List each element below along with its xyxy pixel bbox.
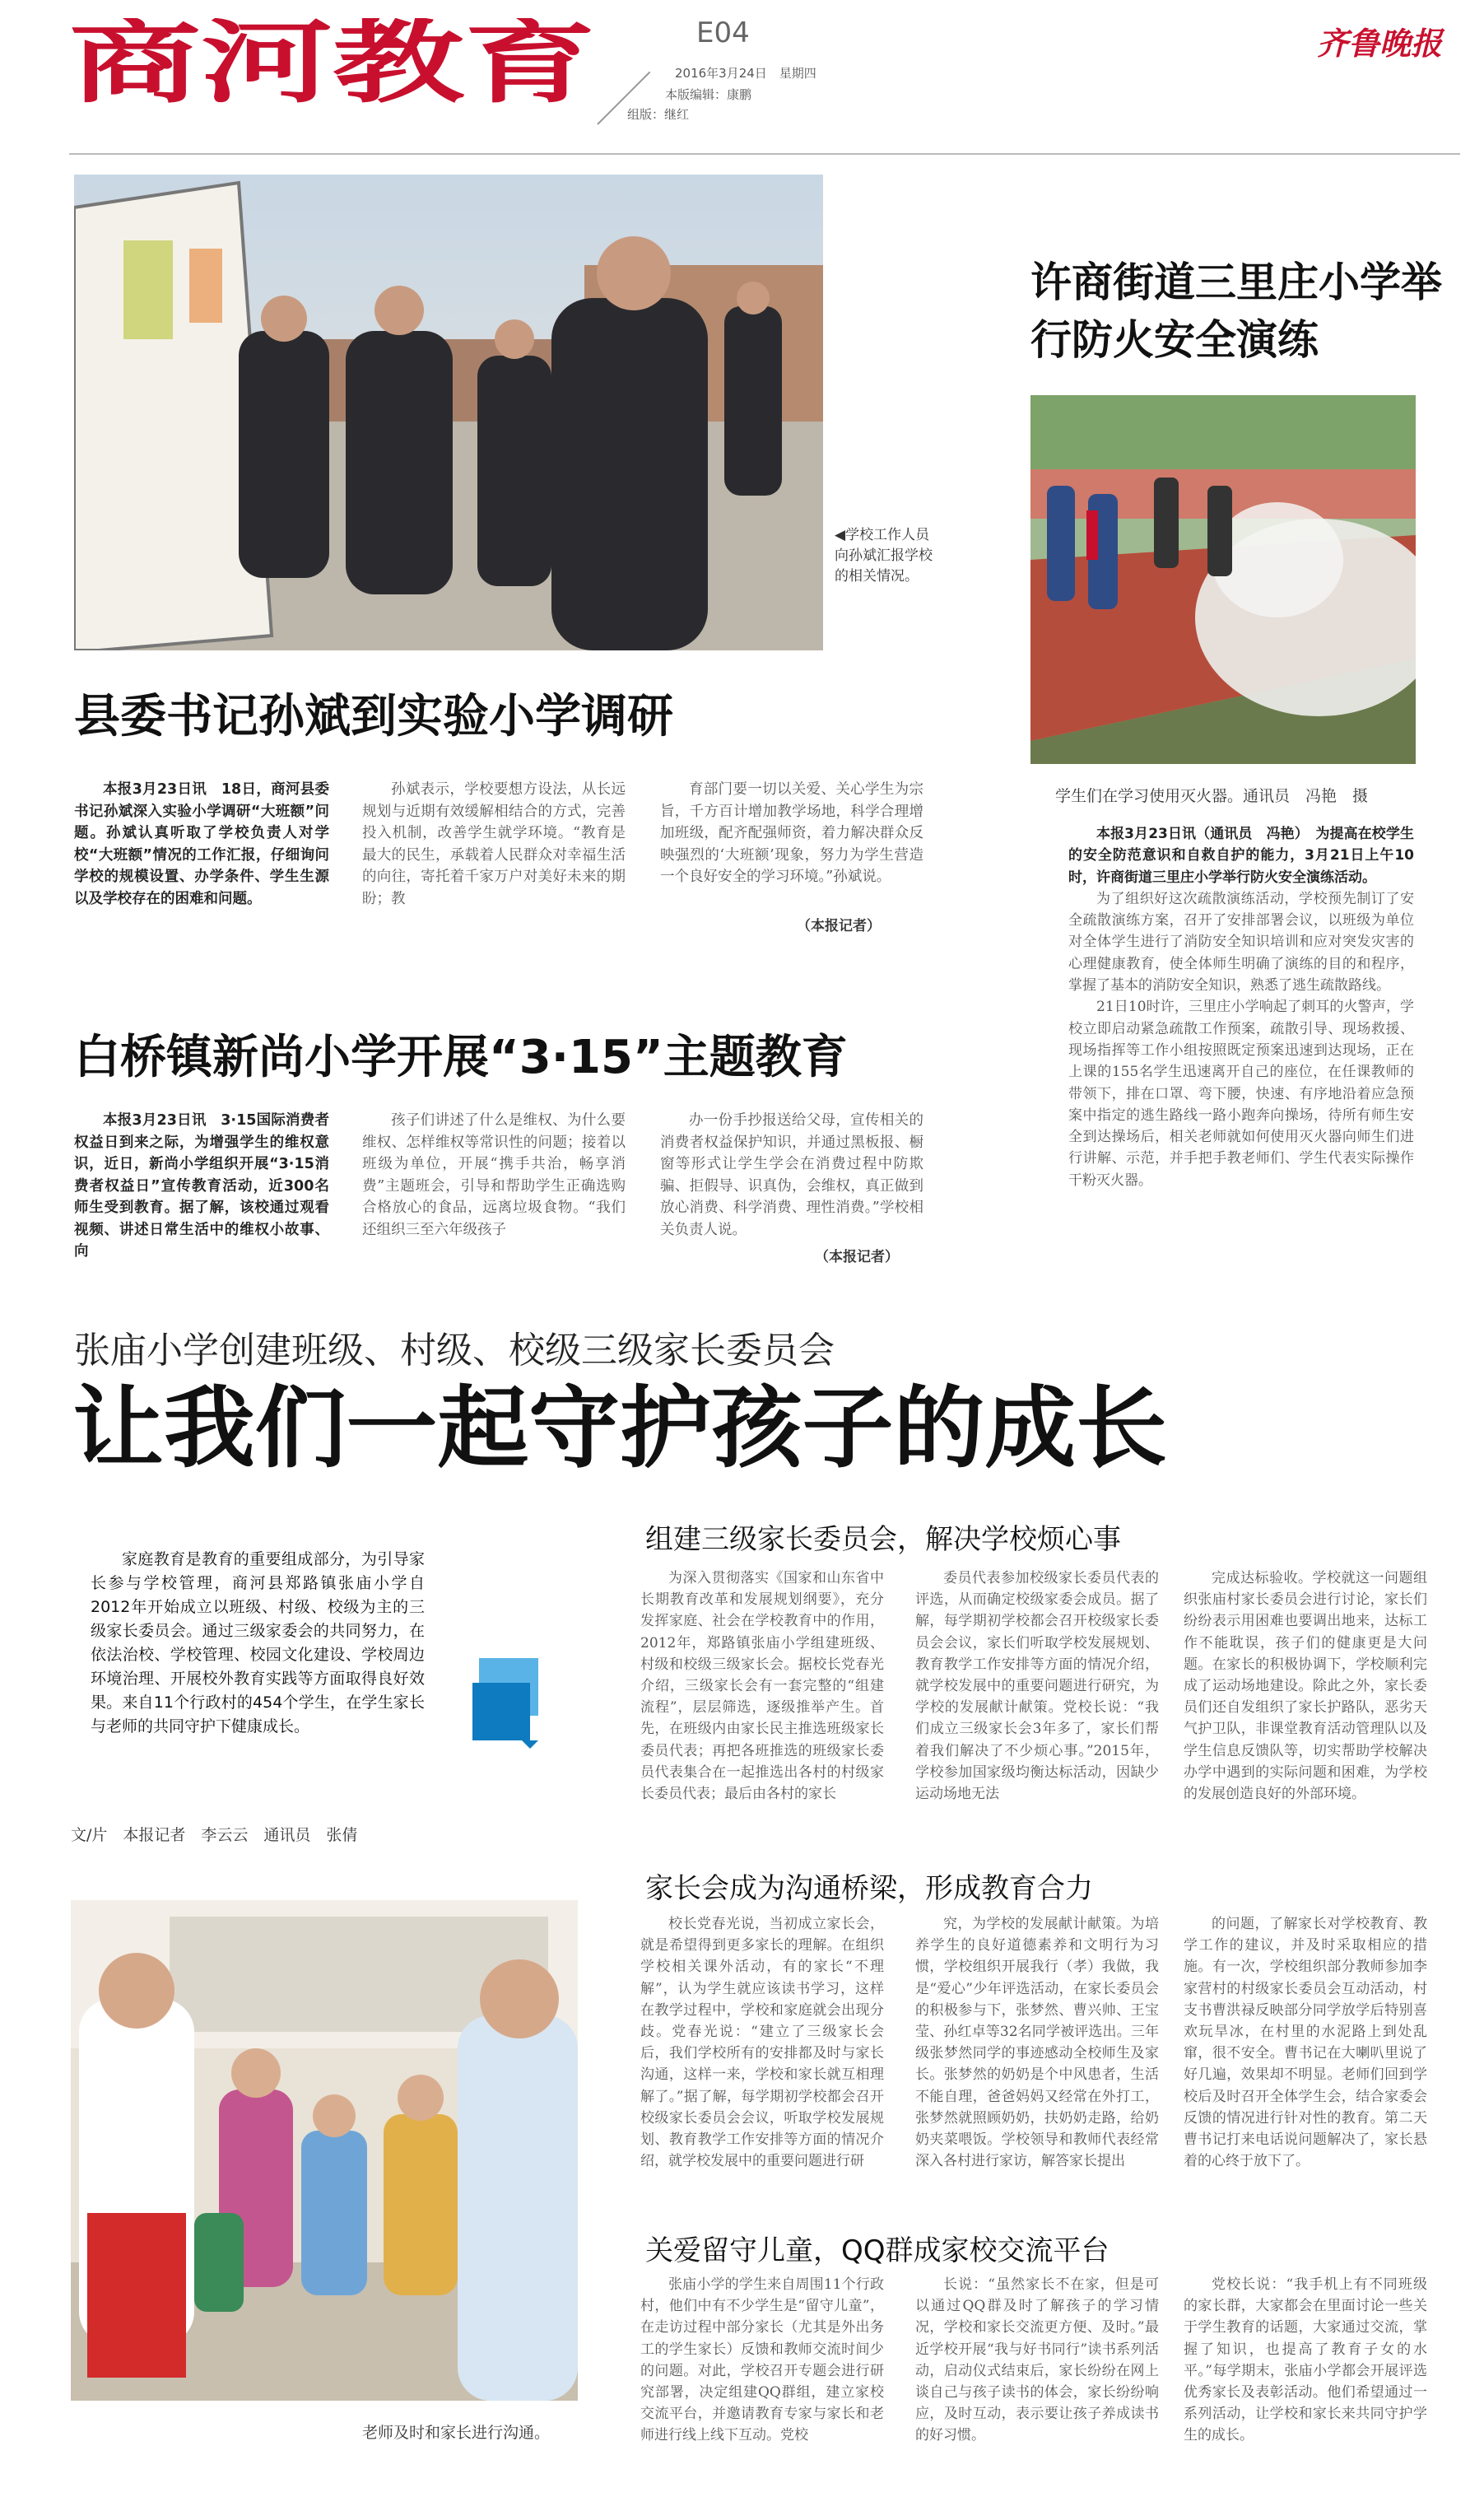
feature-section2-col1-text: 校长党春光说，当初成立家长会，就是希望得到更多家长的理解。在组织学校相关课外活动，有的家长“不理解”，认为学生就应该读书学习，这样在教学过程中，学校和家庭就会出现分歧。党春光说：“建立了三级家长会后，我们学校所有的安排都及时与家长沟通，这样一来，学校和家长就互相理解了。”据了解，每学期初学校都会召开校级家长委员会会议，听取学校发展规划、教育教学工作安排等方面的情况介绍，就学校发展中的重要问题进行研 bbox=[640, 1916, 884, 2170]
feature-section2-col-3 bbox=[1184, 1913, 1427, 2226]
story3-para3: 21日10时许，三里庄小学响起了刺耳的火警声，学校立即启动紧急疏散工作预案，疏散引导、现场救援、现场指挥等工作小组按照既定预案迅速到达现场，正在上课的155名学生迅速离开自己的座位，在任课教师的带领下，排在口罩、弯下腰，快速、有序地沿着应急预案中指定的逃生路线一路小跑奔向操场，待所有师生安全到达操场后，相关老师就如何使用灭火器向师生们进行讲解、示范，并手把手教老师们、学生代表实际操作干粉灭火器。 bbox=[1068, 999, 1414, 1189]
school-visit-caption: ◀学校工作人员向孙斌汇报学校的相关情况。 bbox=[835, 527, 933, 585]
story2-headline: 白桥镇新尚小学开展“3·15”主题教育 bbox=[74, 1031, 848, 1084]
feature-credit: 文/片 本报记者 李云云 通讯员 张倩 bbox=[71, 1826, 358, 1844]
feature-section3-col-1 bbox=[640, 2274, 884, 2490]
story1-col-3 bbox=[660, 779, 923, 894]
editor-credit: 本版编辑：康鹏 bbox=[665, 87, 752, 102]
quote-graphic bbox=[472, 1658, 547, 1749]
paper-logo: 齐鲁晚报 bbox=[1317, 25, 1443, 62]
story3-headline: 许商街道三里庄小学举行防火安全演练 bbox=[1030, 259, 1442, 364]
feature-section1-col-1 bbox=[640, 1568, 884, 1857]
feature-section2-col-1 bbox=[640, 1913, 884, 2226]
story2-col3-text: 办一份手抄报送给父母，宣传相关的消费者权益保护知识，并通过黑板报、橱窗等形式让学生学会在消费过程中防欺骗、拒假导、识真伪，会维权，真正做到放心消费、科学消费、理性消费。”学校相关负责人说。 bbox=[660, 1112, 923, 1238]
layout-credit: 组版：继红 bbox=[627, 107, 690, 122]
feature-section2-col3-text: 的问题，了解家长对学校教育、教学工作的建议，并及时采取相应的措施。有一次，学校组织部分教师参加李家营村的村级家长委员会互动活动，村支书曹洪禄反映部分同学放学后特别喜欢玩旱冰，在村里的水泥路上到处乱窜，很不安全。曹书记在大喇叭里说了好几遍，效果却不明显。老师们回到学校后及时召开全体学生会，结合家委会反馈的情况进行针对性的教育。第二天曹书记打来电话说问题解决了，家长悬着的心终于放下了。 bbox=[1184, 1916, 1427, 2170]
feature-section1-col1-text: 为深入贯彻落实《国家和山东省中长期教育改革和发展规划纲要》，充分发挥家庭、社会在学校教育中的作用，2012年，郑路镇张庙小学组建班级、村级和校级三级家长会。据校长党春光介绍，三级家长会有一套完整的“组建流程”，层层筛选，逐级推举产生。首先，在班级内由家长民主推选班级家长委员代表；再把各班推选的班级家长委员代表集合在一起推选出各村的村级家长委员代表；最后由各村的家长 bbox=[640, 1570, 884, 1803]
story3-para2: 为了组织好这次疏散演练活动，学校预先制订了安全疏散演练方案，召开了安排部署会议，以班级为单位对全体学生进行了消防安全知识培训和应对突发灾害的心理健康教育，使全体师生明确了演练的目的和程序，掌握了基本的消防安全知识，熟悉了逃生疏散路线。 bbox=[1068, 890, 1414, 995]
feature-section3-title: 关爱留守儿童，QQ群成家校交流平台 bbox=[645, 2234, 1110, 2267]
story1-col-2 bbox=[362, 779, 626, 929]
story2-col2-text: 孩子们讲述了什么是维权、为什么要维权、怎样维权等常识性的问题；接着以班级为单位，开展“携手共治，畅享消费”主题班会，引导和帮助学生正确选购合格放心的食品，远离垃圾食物。“我们还组织三至六年级孩子 bbox=[362, 1112, 626, 1238]
story1-col-1 bbox=[74, 779, 329, 929]
story3-para1: 本报3月23日讯（通讯员 冯艳） 为提高在校学生的安全防范意识和自救自护的能力，3月21日上午10时，许商街道三里庄小学举行防火安全演练活动。 bbox=[1068, 826, 1414, 886]
section-title-text: 商河教育 bbox=[69, 18, 596, 109]
section-title-svg bbox=[69, 18, 604, 109]
story3-headline-line1 bbox=[1030, 254, 1458, 369]
story2-col1-text: 本报3月23日讯 3·15国际消费者权益日到来之际，为增强学生的维权意识，近日，新尚小学组织开展“3·15消费者权益日”宣传教育活动，近300名师生受到教育。据了解，该校通过观看视频、讲述日常生活中的维权小故事、向 bbox=[74, 1112, 329, 1260]
story1-col2-text: 孙斌表示，学校要想方设法，从长远规划与近期有效缓解相结合的方式，完善投入机制，改善学生就学环境。“教育是最大的民生，承载着人民群众对幸福生活的向往，寄托着千家万户对美好未来的期盼；教 bbox=[362, 781, 626, 907]
page-number: E04 bbox=[696, 16, 750, 49]
feature-section3-col3-text: 党校长说：“我手机上有不同班级的家长群，大家都会在里面讨论一些关于学生教育的话题，大家通过交流，掌握了知识，也提高了教育子女的水平。”每学期末，张庙小学都会开展评选优秀家长及表彰活动。他们希望通过一系列活动，让学校和家长来共同守护学生的成长。 bbox=[1184, 2276, 1427, 2444]
feature-headline bbox=[72, 1377, 1225, 1475]
feature-section3-col2-text: 长说：“虽然家长不在家，但是可以通过QQ群及时了解孩子的学习情况，学校和家长交流更方便、及时。”最近学校开展“我与好书同行”读书系列活动，启动仪式结束后，家长纷纷在网上谈自己与孩子读书的体会，家长纷纷响应，及时互动，表示要让孩子养成读书的好习惯。 bbox=[915, 2276, 1159, 2444]
story2-byline: （本报记者） bbox=[815, 1249, 899, 1265]
feature-section2-col2-text: 究，为学校的发展献计献策。为培养学生的良好道德素养和文明行为习惯，学校组织开展我行（孝）我做，我是“爱心”少年评选活动，在家长委员会的积极参与下，张梦然、曹兴帅、王宝莹、孙红卓等32名同学被评选出。三年级张梦然同学的事迹感动全校师生及家长。张梦然的奶奶是个中风患者，生活不能自理，爸爸妈妈又经常在外打工，张梦然就照顾奶奶，扶奶奶走路，给奶奶夹菜喂饭。学校领导和教师代表经常深入各村进行家访，解答家长提出 bbox=[915, 1916, 1159, 2170]
feature-section1-col2-text: 委员代表参加校级家长委员代表的评选，从而确定校级家委会成员。据了解，每学期初学校都会召开校级家长委员会会议，家长们听取学校发展规划、教育教学工作安排等方面的情况介绍，就学校发展中的重要问题进行研究，为学校的发展献计献策。党校长说：“我们成立三级家长会3年多了，家长们帮着我们解决了不少烦心事。”2015年，学校参加国家级均衡达标活动，因缺少运动场地无法 bbox=[915, 1570, 1159, 1803]
school-visit-photo bbox=[74, 175, 823, 650]
feature-section2-title: 家长会成为沟通桥梁，形成教育合力 bbox=[645, 1872, 1093, 1905]
feature-section1-col3-text: 完成达标验收。学校就这一问题组织张庙村家长委员会进行讨论，家长们纷纷表示用困难也要调出地来，达标工作不能耽误，孩子们的健康更是大问题。在家长的积极协调下，学校顺利完成了运动场地建设。除此之外，家长委员们还自发组织了家长护路队，恶劣天气护卫队，非课堂教育活动管理队以及学生信息反馈队等，切实帮助学校解决办学中遇到的实际问题和困难，为学校的发展创造良好的外部环境。 bbox=[1184, 1570, 1427, 1803]
fire-drill-photo bbox=[1030, 395, 1416, 764]
parent-teacher-caption: 老师及时和家长进行沟通。 bbox=[362, 2424, 551, 2442]
parent-teacher-photo bbox=[71, 1900, 578, 2401]
masthead-rule bbox=[69, 153, 1460, 155]
feature-section1-title: 组建三级家长委员会，解决学校烦心事 bbox=[645, 1523, 1121, 1556]
feature-section3-col-2 bbox=[915, 2274, 1159, 2490]
story2-col-2 bbox=[362, 1110, 626, 1269]
story3-body bbox=[1068, 823, 1414, 1276]
feature-intro: 家庭教育是教育的重要组成部分，为引导家长参与学校管理，商河县郑路镇张庙小学自2012年开始成立以班级、村级、校级为主的三级家长委员会。通过三级家委会的共同努力，在依法治校、学校管理、校园文化建设、学校周边环境治理、开展校外教育实践等方面取得良好效果。来自11个行政村的454个学生，在学生家长与老师的共同守护下健康成长。 bbox=[91, 1550, 425, 1735]
feature-section2-col-2 bbox=[915, 1913, 1159, 2226]
feature-section3-col-3 bbox=[1184, 2274, 1427, 2490]
issue-date: 2016年3月24日 星期四 bbox=[675, 66, 816, 81]
fire-drill-caption: 学生们在学习使用灭火器。通讯员 冯艳 摄 bbox=[1055, 787, 1369, 805]
section-title-logo bbox=[69, 18, 604, 109]
story2-col-1 bbox=[74, 1110, 329, 1269]
story2-col-3 bbox=[660, 1110, 923, 1240]
feature-kicker: 张庙小学创建班级、村级、校级三级家长委员会 bbox=[74, 1330, 835, 1372]
feature-section1-col-2 bbox=[915, 1568, 1159, 1857]
story1-col3-text: 育部门要一切以关爱、关心学生为宗旨，千方百计增加教学场地，科学合理增加班级，配齐配强师资，着力解决群众反映强烈的‘大班额’现象，努力为学生营造一个良好安全的学习环境。”孙斌说。 bbox=[660, 781, 923, 885]
story1-headline: 县委书记孙斌到实验小学调研 bbox=[74, 690, 673, 743]
feature-headline-text: 让我们一起守护孩子的成长 bbox=[72, 1377, 1167, 1475]
feature-headline-svg bbox=[72, 1377, 1225, 1475]
story1-byline: （本报记者） bbox=[797, 918, 881, 934]
feature-section3-col1-text: 张庙小学的学生来自周围11个行政村，他们中有不少学生是“留守儿童”，在走访过程中部分家长（尤其是外出务工的学生家长）反馈和教师交流时间少的问题。对此，学校召开专题会进行研究部署，决定组建QQ群组，建立家校交流平台，并邀请教育专家与家长和老师进行线上线下互动。党校 bbox=[640, 2276, 884, 2444]
story1-col1-text: 本报3月23日讯 18日，商河县委书记孙斌深入实验小学调研“大班额”问题。孙斌认真听取了学校负责人对学校“大班额”情况的工作汇报，仔细询问学校的规模设置、办学条件、学生生源以及学校存在的困难和问题。 bbox=[74, 781, 329, 907]
feature-section1-col-3 bbox=[1184, 1568, 1427, 1857]
